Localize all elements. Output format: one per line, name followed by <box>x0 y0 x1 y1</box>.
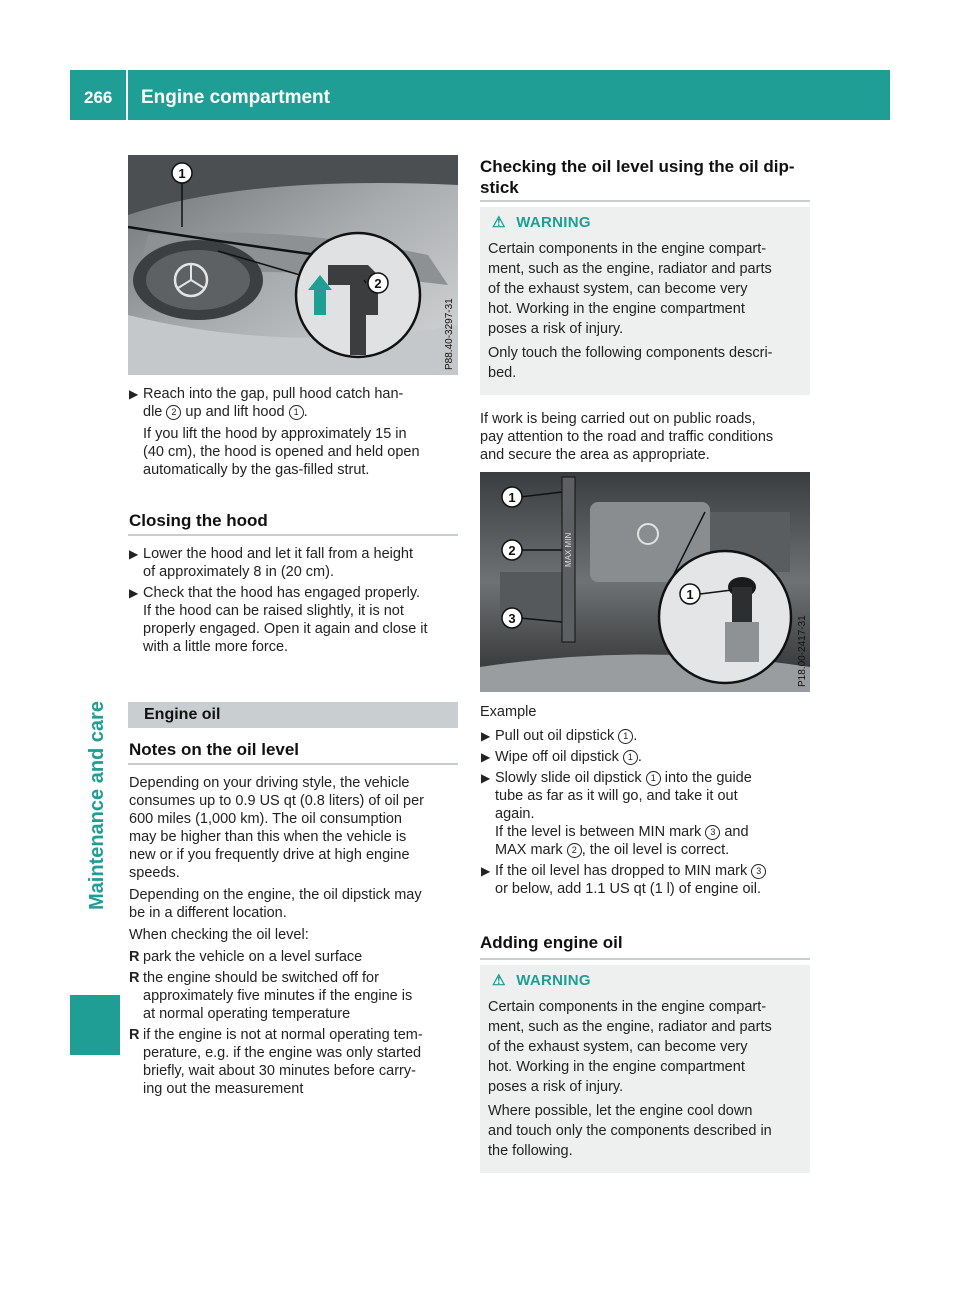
heading-rule <box>128 763 458 765</box>
bullet-mark: R <box>129 970 140 986</box>
callout-ref: 1 <box>623 750 638 765</box>
page-number: 266 <box>84 88 113 107</box>
figure-code: P88.40-3297-31 <box>444 298 455 370</box>
arrow-icon: ▶ <box>129 387 139 401</box>
callout-ref: 3 <box>705 825 720 840</box>
heading-rule <box>480 200 810 202</box>
hood-figure <box>128 155 458 375</box>
arrow-icon: ▶ <box>481 771 491 785</box>
callout-2: 2 <box>374 276 382 291</box>
warning-icon: ⚠ <box>492 214 506 231</box>
warning-box-1: ⚠ WARNING Certain components in the engine compart- ment, such as the engine, radiator and parts of the exhaust system, can become very hot. Working in the engine compartment poses a risk of injury. Only touch the following components descri- bed. <box>480 207 810 395</box>
warning-header: ⚠ WARNING <box>492 972 591 989</box>
public-roads-text: If work is being carried out on public roads, pay attention to the road and traffic conditions and secure the area as appropriate. <box>480 411 774 463</box>
dipstick-heading: Checking the oil level using the oil dip- stick <box>480 157 795 197</box>
warning-header: ⚠ WARNING <box>492 214 591 231</box>
warning-box-2: ⚠ WARNING Certain components in the engine compart- ment, such as the engine, radiator and parts of the exhaust system, can become very hot. Working in the engine compartment poses a risk of injury. Where possible, let the engine cool down and touch only the components described in the following. <box>480 965 810 1173</box>
note-line: automatically by the gas-filled strut. <box>143 462 370 478</box>
heading-rule <box>480 958 810 960</box>
callout-1: 1 <box>508 490 516 505</box>
bullet-mark: R <box>129 1027 140 1043</box>
engine-oil-band <box>128 702 458 728</box>
warning-icon: ⚠ <box>492 972 506 989</box>
callout-ref: 3 <box>751 864 766 879</box>
engine-illustration <box>480 472 810 692</box>
side-tab <box>86 701 116 940</box>
dipstick-steps: ▶ Pull out oil dipstick 1 . ▶ Wipe off oil dipstick 1 . ▶ Slowly slide oil dipstick 1 into the guide tube as far as it will go, and take it out again. If the level is between MIN mark 3 and MAX mark 2 , the oil level is correct. ▶ If the oil level has dropped to MIN mark 3 or below, add 1.1 US qt (1 l) of engine oil. <box>481 727 821 898</box>
hood-illustration <box>128 155 458 375</box>
step-text: dle 2 up and lift hood 1 . <box>143 404 308 420</box>
callout-1-detail: 1 <box>686 587 694 602</box>
header-separator <box>126 70 128 120</box>
notes-body: Depending on your driving style, the vehicle consumes up to 0.9 US qt (0.8 liters) of oil per 600 miles (1,000 km). The oil consumption may be higher than this when the vehicle is new or if you frequently drive at high engine speeds. Depending on the engine, the oil dipstick may be in a different location. When checking the oil level: R park the vehicle on a level surface R the engine should be switched off for approximately five minutes if the engine is at normal operating temperature R if the engine is not at normal operating tem- perature, e.g. if the engine was only started briefly, wait about 30 minutes before carry- ing out the measurement <box>129 775 424 1097</box>
step-text: Reach into the gap, pull hood catch han- <box>143 386 404 402</box>
callout-ref: 2 <box>567 843 582 858</box>
callout-ref: 1 <box>646 771 661 786</box>
bullet-mark: R <box>129 949 140 965</box>
dipstick-label: MAX MIN <box>564 532 573 567</box>
step-open-hood <box>129 385 459 479</box>
side-tab-marker <box>70 995 120 1055</box>
example-caption: Example <box>480 704 537 720</box>
figure-code: P18.00-2417-31 <box>797 615 808 687</box>
closing-steps: ▶ Lower the hood and let it fall from a height of approximately 8 in (20 cm). ▶ Check that the hood has engaged properly. If the hood can be raised slightly, it is not properly engaged. Open it again and close it with a little more force. <box>129 546 428 655</box>
note-line: If you lift the hood by approximately 15 in <box>143 426 407 442</box>
engine-figure <box>480 472 810 692</box>
arrow-icon: ▶ <box>129 586 139 600</box>
arrow-icon: ▶ <box>129 547 139 561</box>
callout-3: 3 <box>508 611 516 626</box>
callout-1: 1 <box>178 166 186 181</box>
callout-ref: 1 <box>289 405 304 420</box>
arrow-icon: ▶ <box>481 864 491 878</box>
arrow-icon: ▶ <box>481 750 491 764</box>
callout-2: 2 <box>508 543 516 558</box>
notes-heading: Notes on the oil level <box>129 740 300 759</box>
note-line: (40 cm), the hood is opened and held open <box>143 444 420 460</box>
arrow-icon: ▶ <box>481 729 491 743</box>
heading-rule <box>128 534 458 536</box>
callout-ref: 1 <box>618 729 633 744</box>
callout-ref: 2 <box>166 405 181 420</box>
closing-hood-heading: Closing the hood <box>129 511 268 530</box>
adding-oil-heading: Adding engine oil <box>480 933 623 952</box>
page-title: Engine compartment <box>141 87 330 108</box>
band-title: Engine oil <box>144 706 221 723</box>
side-tab-label: Maintenance and care <box>86 701 108 910</box>
